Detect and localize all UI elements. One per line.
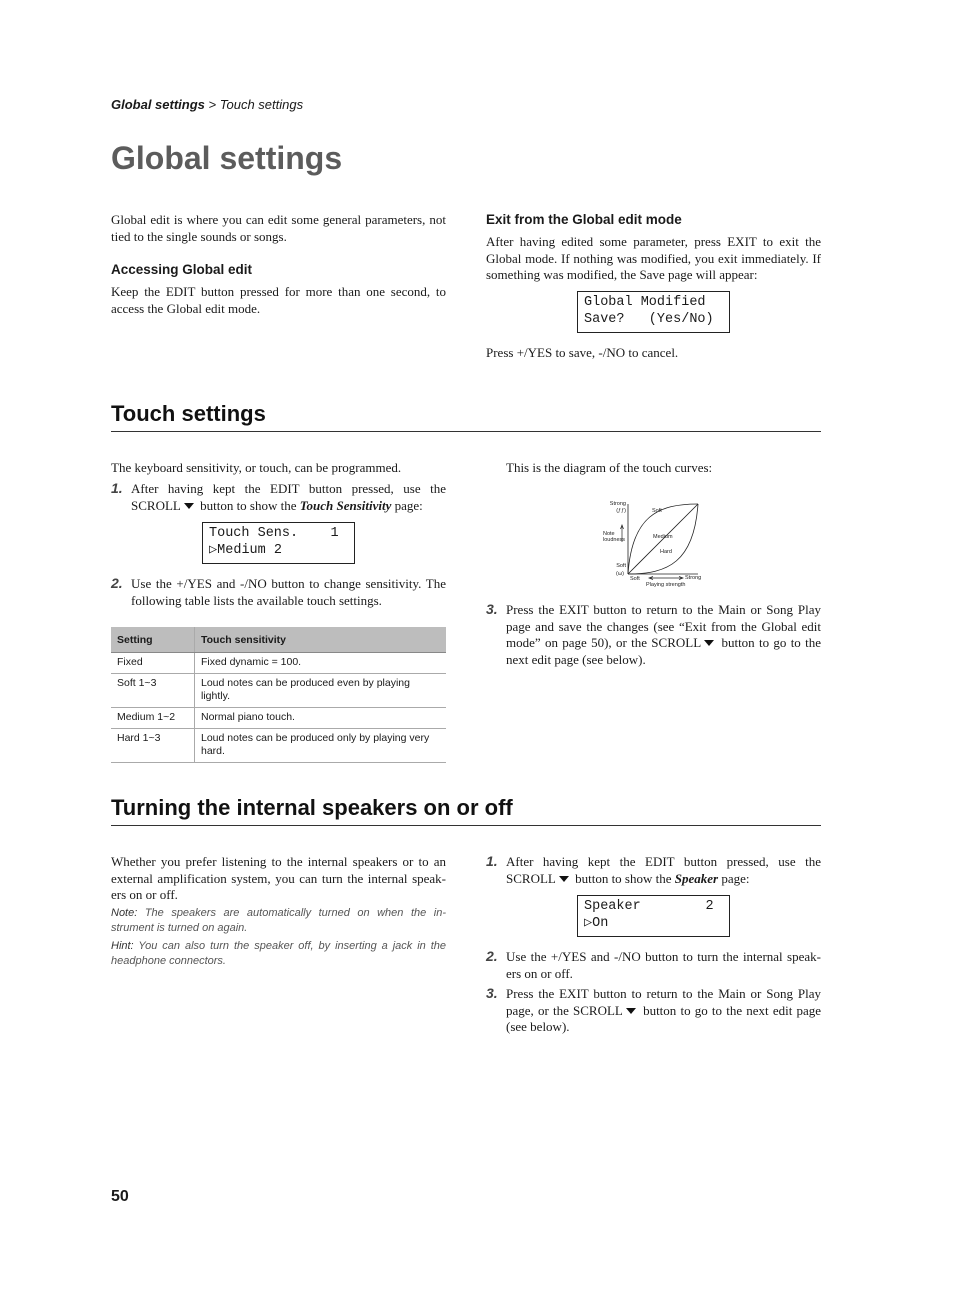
speakers-step-1-page-name: Speaker <box>674 870 719 886</box>
speakers-step-1 <box>506 854 821 887</box>
diagram-y-mid-label-1: Note <box>603 531 615 537</box>
breadcrumb-page: Touch settings <box>219 97 304 112</box>
speakers-intro: Whether you prefer listening to the internal speakers or to an external amplification system, you can turn the internal speak-ers on or off. <box>111 854 446 902</box>
speakers-note <box>111 906 446 936</box>
diagram-y-top-symbol: (ƒƒ) <box>616 508 626 514</box>
lcd-line-2 <box>209 542 348 559</box>
scroll-down-icon <box>626 1008 636 1014</box>
touch-section-title: Touch settings <box>111 401 266 426</box>
speakers-step-3-text-a: Press the EXIT button to return to the Main or Song Play page, or the SCROLL <box>506 986 821 1018</box>
lcd-line-1: Touch Sens. 1 <box>209 526 339 541</box>
touch-curves-diagram <box>598 496 710 590</box>
touch-step-1-text-b: button to show the <box>200 497 297 513</box>
diagram-x-axis-label: Playing strength <box>646 582 686 588</box>
exit-body: After having edited some parameter, press EXIT to exit the Global mode. If nothing was modified, you exit immediately. If something was modified, the Save page will appear: <box>486 234 821 282</box>
scroll-down-icon <box>559 876 569 882</box>
touch-step-3 <box>506 602 821 668</box>
table-cell-description: Fixed dynamic = 100. <box>195 653 447 674</box>
diagram-y-bottom-label: Soft <box>616 563 626 569</box>
lcd-value: On <box>592 916 609 931</box>
table-cell-setting: Soft 1~3 <box>111 674 195 708</box>
speakers-step-2-number: 2. <box>486 948 498 964</box>
lcd-line-1: Speaker 2 <box>584 899 714 914</box>
speakers-step-1-text-b: button to show the <box>575 870 672 886</box>
lcd-global-modified <box>577 291 730 333</box>
lcd-line-1: Global Modified <box>584 295 706 310</box>
lcd-touch-sens <box>202 522 355 564</box>
speakers-hint <box>111 939 446 969</box>
table-cell-description: Loud notes can be produced only by playing very hard. <box>195 729 447 763</box>
speakers-step-3-number: 3. <box>486 985 498 1001</box>
diagram-y-bottom-symbol: (ω) <box>616 571 624 577</box>
note-text: The speakers are automatically turned on when the in-strument is turned on again. <box>111 907 446 934</box>
touch-settings-table <box>111 627 446 763</box>
table-cell-setting: Medium 1~2 <box>111 708 195 729</box>
touch-step-1-page-name: Touch Sensitivity <box>299 497 392 513</box>
touch-step-3-text-end: button to go to the next edit page (see below). <box>506 635 821 667</box>
breadcrumb <box>111 97 303 112</box>
speakers-step-3 <box>506 986 821 1036</box>
table-header-setting: Setting <box>111 627 195 653</box>
diagram-curve-medium <box>628 504 698 574</box>
hint-text: You can also turn the speaker off, by inserting a jack in the headphone connectors. <box>111 940 446 967</box>
diagram-y-top-label: Strong <box>609 501 626 507</box>
touch-intro: The keyboard sensitivity, or touch, can be programmed. <box>111 460 402 475</box>
table-cell-description: Normal piano touch. <box>195 708 447 729</box>
table-header-touch-sensitivity: Touch sensitivity <box>195 627 447 653</box>
touch-step-1 <box>131 481 446 514</box>
global-intro: Global edit is where you can edit some general parameters, not tied to the single sounds or songs. <box>111 212 446 244</box>
lcd-line-2 <box>584 915 723 932</box>
touch-step-2: Use the +/YES and -/NO button to change sensitivity. The following table lists the available touch settings. <box>131 576 446 608</box>
lcd-value: Medium 2 <box>217 543 282 558</box>
lcd-speaker <box>577 895 730 937</box>
touch-step-2-number: 2. <box>111 575 123 591</box>
breadcrumb-separator: > <box>204 97 220 112</box>
table-row <box>111 653 446 674</box>
page-title: Global settings <box>111 140 343 176</box>
touch-section-rule <box>111 431 821 432</box>
scroll-down-icon <box>704 640 714 646</box>
speakers-step-1-text-a: After having kept the EDIT button pressed, use the SCROLL <box>506 854 821 886</box>
table-header-row <box>111 627 446 653</box>
lcd-cursor-icon: ▷ <box>584 916 593 931</box>
page-number: 50 <box>111 1188 129 1205</box>
touch-step-1-text-a: After having kept the EDIT button pressed, use the SCROLL <box>131 481 446 513</box>
diagram-curve-soft-label: Soft <box>652 508 662 514</box>
diagram-curve-hard-label: Hard <box>660 549 672 555</box>
diagram-x-right-label: Strong <box>685 575 702 581</box>
lcd-line-2: Save? (Yes/No) <box>584 312 714 327</box>
touch-step-1-text-c: page: <box>394 497 423 513</box>
save-hint: Press +/YES to save, -/NO to cancel. <box>486 345 679 360</box>
hint-label: Hint: <box>111 940 134 952</box>
table-cell-setting: Hard 1~3 <box>111 729 195 763</box>
table-row <box>111 729 446 763</box>
table-row <box>111 674 446 708</box>
speakers-step-3-text-b: button to go to the next edit page (see below). <box>506 1002 822 1034</box>
note-label: Note: <box>111 907 138 919</box>
scroll-down-icon <box>184 503 194 509</box>
speakers-step-1-number: 1. <box>486 853 498 869</box>
lcd-cursor-icon: ▷ <box>209 543 218 558</box>
speakers-section-rule <box>111 825 821 826</box>
diagram-y-mid-label-2: loudness <box>603 537 626 543</box>
diagram-intro: This is the diagram of the touch curves: <box>506 460 713 475</box>
speakers-step-1-text-c: page: <box>721 870 750 886</box>
diagram-x-left-label: Soft <box>630 576 640 582</box>
speakers-section-title: Turning the internal speakers on or off <box>111 795 513 820</box>
touch-step-1-number: 1. <box>111 480 123 496</box>
breadcrumb-section: Global settings <box>111 97 205 112</box>
table-row <box>111 708 446 729</box>
speakers-step-2: Use the +/YES and -/NO button to turn the internal speak-ers on or off. <box>506 949 821 981</box>
touch-step-3-text: Press the EXIT button to return to the Main or Song Play page and save the changes (see “Exit from the Global edit mode” on page 50), or the SCROLL <box>506 602 821 650</box>
accessing-heading: Accessing Global edit <box>111 262 253 277</box>
diagram-curve-medium-label: Medium <box>653 534 673 540</box>
accessing-body: Keep the EDIT button pressed for more than one second, to access the Global edit mode. <box>111 284 446 316</box>
touch-step-3-number: 3. <box>486 601 498 617</box>
exit-heading: Exit from the Global edit mode <box>486 212 682 227</box>
table-cell-description: Loud notes can be produced even by playing lightly. <box>195 674 447 708</box>
table-cell-setting: Fixed <box>111 653 195 674</box>
